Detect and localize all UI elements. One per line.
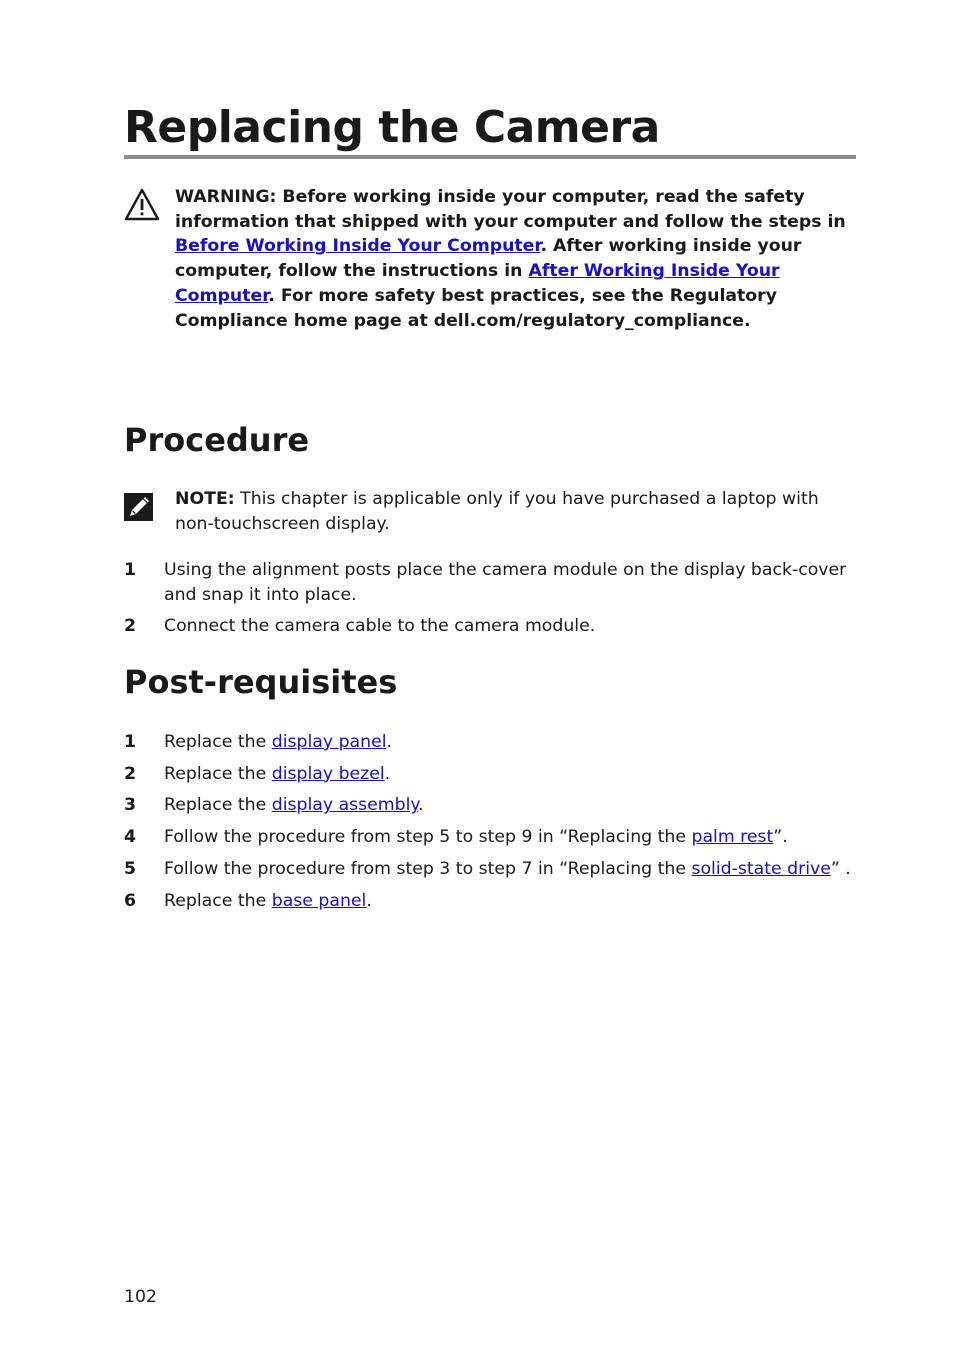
step-text: Using the alignment posts place the camera module on the display back-cover and snap it into place. bbox=[164, 560, 847, 605]
step-text: Replace the bbox=[164, 795, 272, 816]
procedure-steps bbox=[124, 558, 856, 646]
step-text: Replace the bbox=[164, 763, 272, 784]
warning-triangle-icon bbox=[124, 188, 160, 222]
step-text: Connect the camera cable to the camera module. bbox=[164, 616, 596, 637]
before-working-link[interactable]: Before Working Inside Your Computer bbox=[175, 236, 541, 257]
step-text: Replace the bbox=[164, 732, 272, 752]
note-text: This chapter is applicable only if you have purchased a laptop with non-touchscreen display. bbox=[175, 489, 819, 534]
document-page bbox=[124, 0, 856, 1366]
solid-state-drive-link[interactable]: solid-state drive bbox=[691, 858, 831, 879]
step-number: 1 bbox=[124, 732, 137, 752]
step-number: 1 bbox=[124, 560, 137, 580]
base-panel-link[interactable]: base panel bbox=[271, 890, 367, 911]
warning-text-part3: . For more safety best practices, see the Regulatory Compliance home page at dell.com/regulatory_compliance. bbox=[175, 285, 777, 331]
step-text-end: . bbox=[418, 795, 424, 816]
note-pencil-icon bbox=[124, 491, 153, 523]
warning-text-part1: WARNING: Before working inside your computer, read the safety information that shipped with your computer and follow the steps in bbox=[175, 187, 846, 232]
step-number: 3 bbox=[124, 795, 137, 816]
post-step-1 bbox=[124, 730, 856, 755]
step-number: 5 bbox=[124, 858, 137, 879]
procedure-step-1 bbox=[124, 558, 856, 607]
post-step-2 bbox=[124, 762, 856, 787]
step-text-end: . bbox=[384, 763, 391, 784]
after-working-link[interactable]: After Working Inside Your Computer bbox=[175, 261, 780, 306]
step-text-end: . bbox=[386, 732, 393, 752]
palm-rest-link[interactable]: palm rest bbox=[691, 827, 774, 848]
post-step-4 bbox=[124, 825, 856, 850]
step-text-end: ” . bbox=[830, 858, 851, 879]
step-number: 6 bbox=[124, 890, 137, 911]
post-step-3 bbox=[124, 793, 856, 818]
step-number: 4 bbox=[124, 827, 137, 848]
step-text: Replace the bbox=[164, 890, 272, 911]
procedure-heading: Procedure bbox=[124, 421, 310, 459]
step-text: Follow the procedure from step 5 to step 9 in “Replacing the bbox=[164, 827, 692, 848]
warning-text-part2: . After working inside your computer, follow the instructions in bbox=[175, 236, 802, 282]
title-divider bbox=[124, 155, 856, 159]
note-label: NOTE: bbox=[175, 489, 235, 509]
post-step-5 bbox=[124, 857, 856, 882]
display-assembly-link[interactable]: display assembly bbox=[271, 795, 419, 816]
post-step-6 bbox=[124, 889, 856, 914]
page-title: Replacing the Camera bbox=[124, 102, 660, 153]
procedure-step-2 bbox=[124, 614, 856, 639]
post-requisites-heading: Post-requisites bbox=[124, 663, 398, 701]
post-requisite-steps bbox=[124, 730, 856, 920]
step-text-end: . bbox=[366, 890, 372, 911]
step-number: 2 bbox=[124, 763, 137, 784]
display-bezel-link[interactable]: display bezel bbox=[271, 763, 385, 784]
page-number: 102 bbox=[124, 1287, 157, 1307]
step-text-end: ”. bbox=[773, 827, 788, 848]
step-number: 2 bbox=[124, 616, 137, 637]
note-callout bbox=[175, 487, 860, 536]
warning-callout bbox=[175, 185, 860, 333]
step-text: Follow the procedure from step 3 to step 7 in “Replacing the bbox=[164, 858, 692, 879]
display-panel-link[interactable]: display panel bbox=[271, 732, 387, 752]
